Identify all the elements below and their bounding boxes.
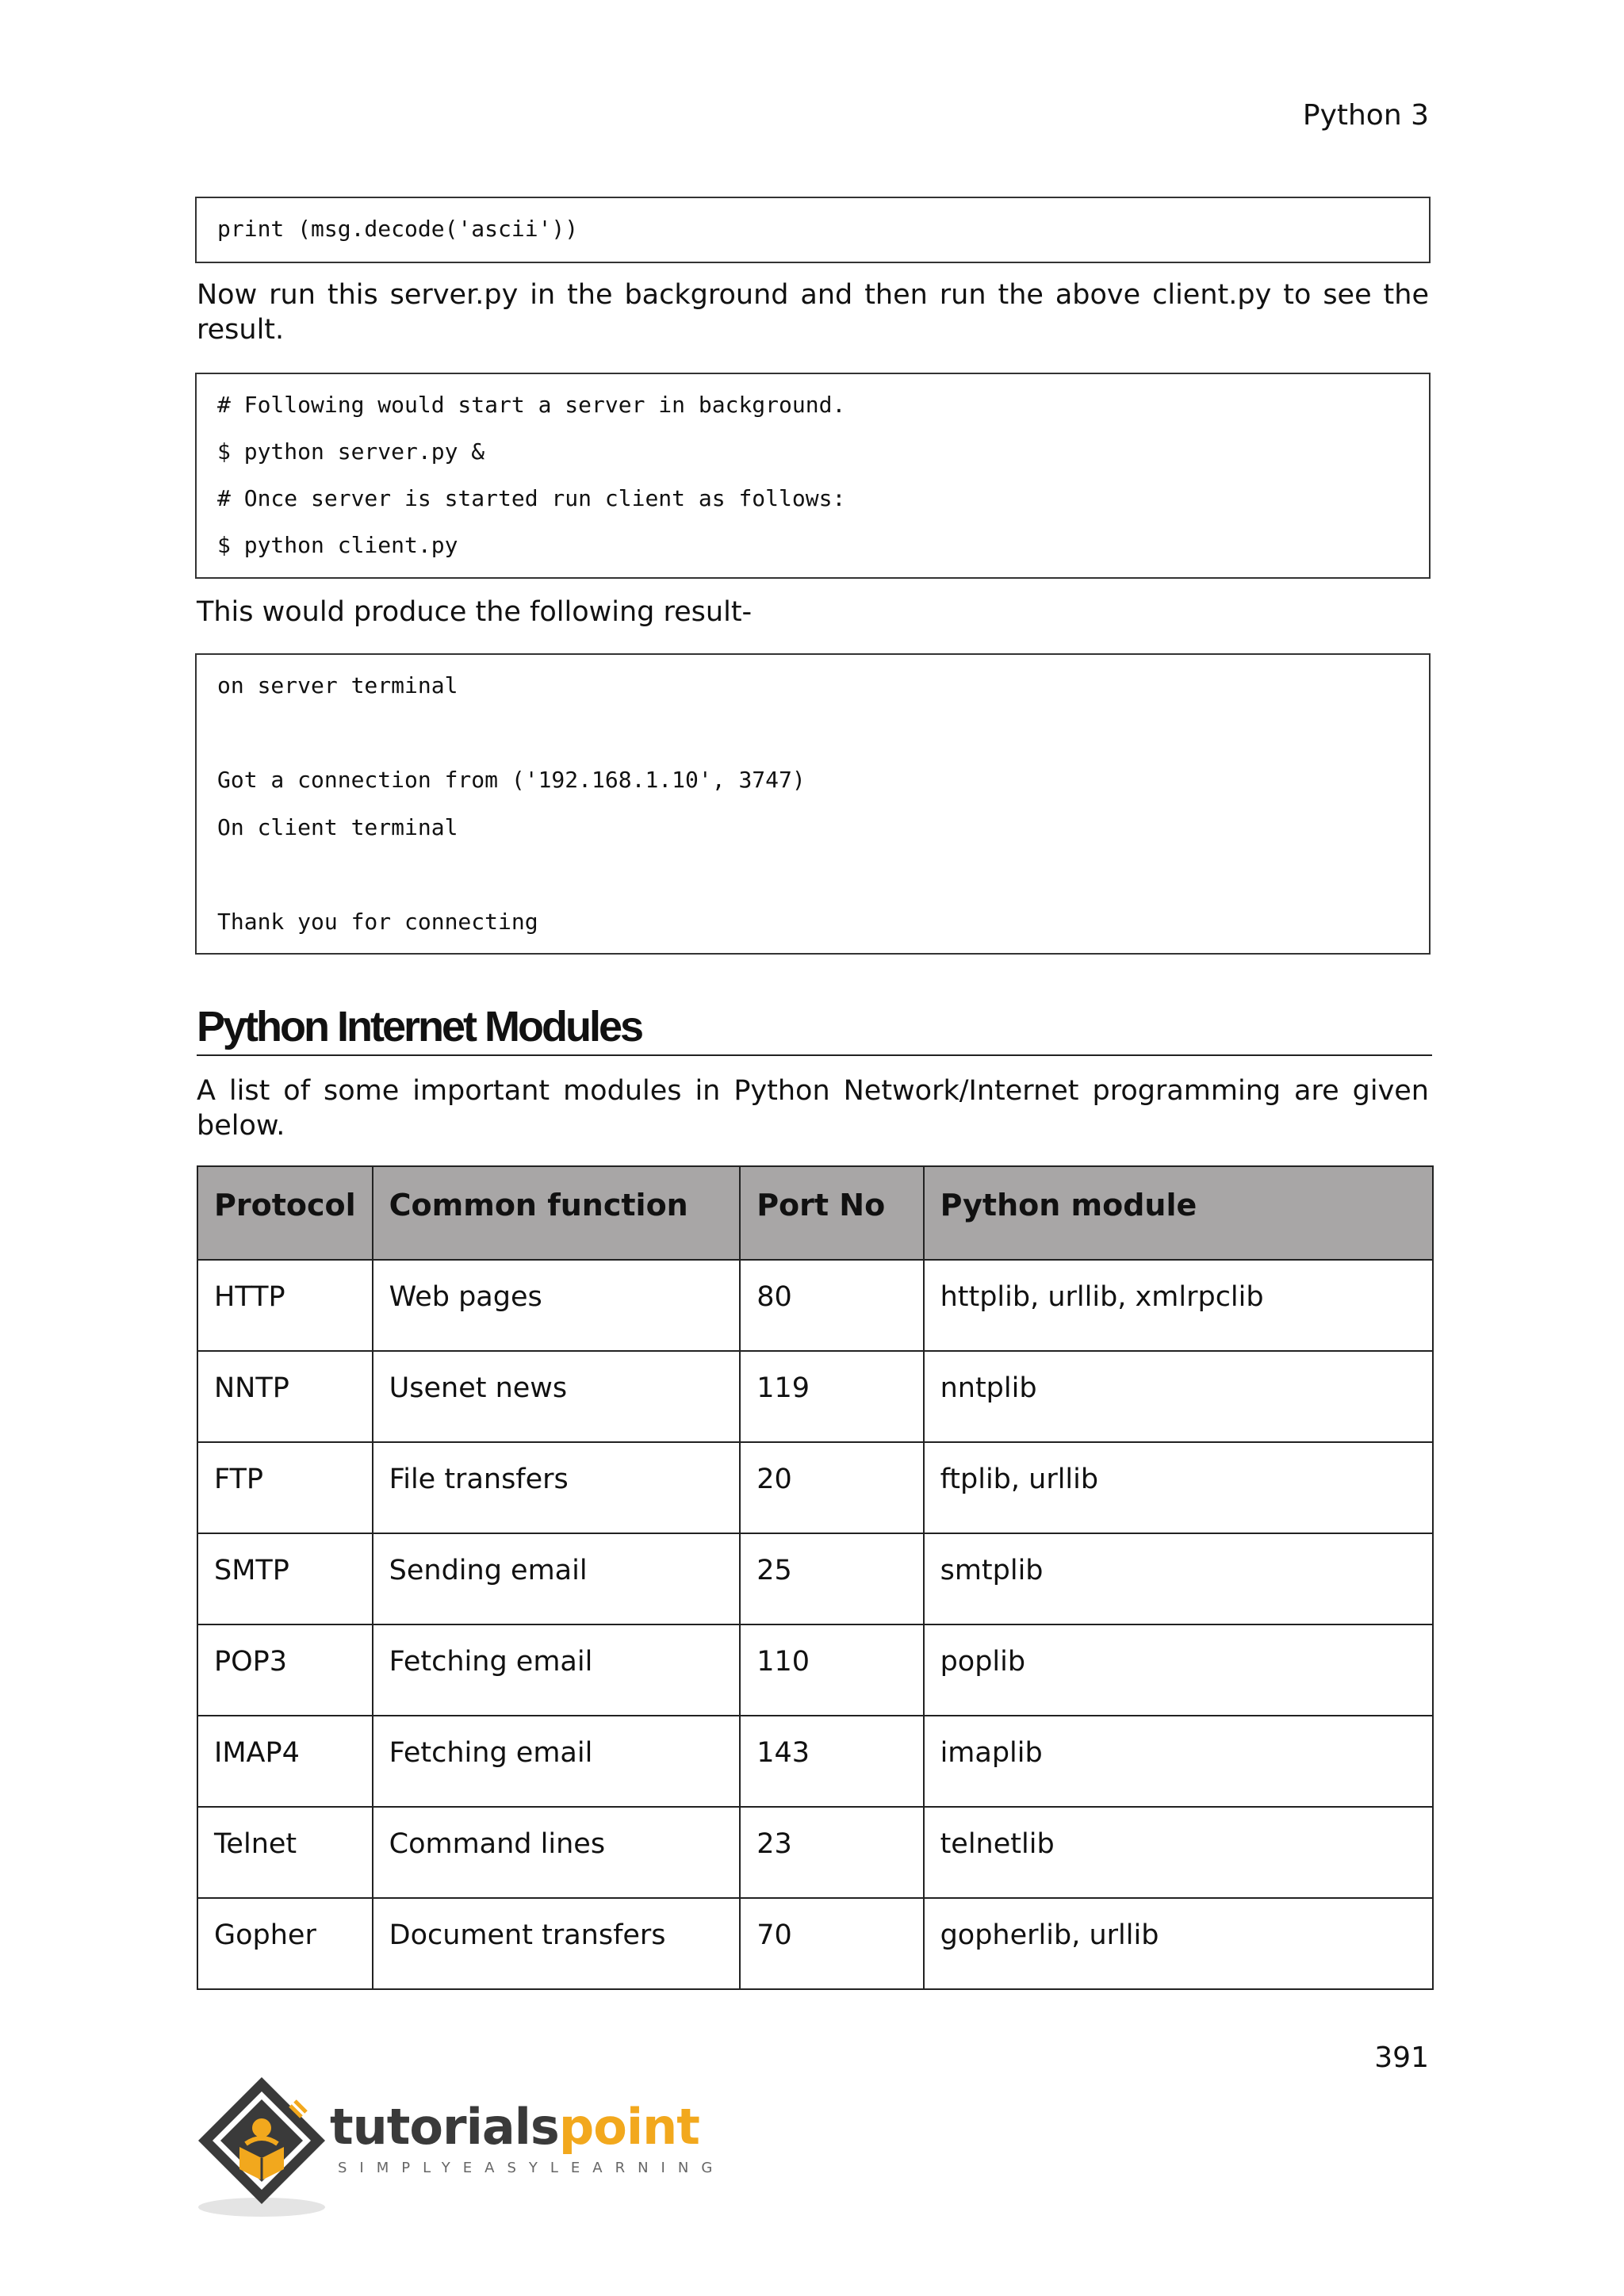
code-block-commands bbox=[195, 373, 1431, 579]
cell-port: 119 bbox=[740, 1351, 923, 1442]
header-protocol: Protocol bbox=[197, 1166, 373, 1260]
code-line: # Once server is started run client as follows: bbox=[217, 485, 846, 511]
cell-port: 143 bbox=[740, 1716, 923, 1807]
page-number: 391 bbox=[1374, 2042, 1429, 2074]
table-row bbox=[197, 1351, 1433, 1442]
cell-protocol: POP3 bbox=[197, 1624, 373, 1716]
cell-protocol: HTTP bbox=[197, 1260, 373, 1351]
code-line: print (msg.decode('ascii')) bbox=[217, 216, 579, 242]
cell-port: 20 bbox=[740, 1442, 923, 1533]
cell-port: 80 bbox=[740, 1260, 923, 1351]
code-line: # Following would start a server in background. bbox=[217, 392, 846, 418]
cell-module: ftplib, urllib bbox=[924, 1442, 1433, 1533]
code-block-output bbox=[195, 653, 1431, 955]
code-line: On client terminal bbox=[217, 814, 458, 840]
header-common-function: Common function bbox=[373, 1166, 741, 1260]
table-row bbox=[197, 1533, 1433, 1624]
code-line: $ python server.py & bbox=[217, 438, 485, 465]
cell-module: httplib, urllib, xmlrpclib bbox=[924, 1260, 1433, 1351]
cell-function: File transfers bbox=[373, 1442, 741, 1533]
cell-function: Web pages bbox=[373, 1260, 741, 1351]
code-block-print bbox=[195, 197, 1431, 263]
tutorialspoint-logo bbox=[193, 2071, 726, 2221]
cell-function: Command lines bbox=[373, 1807, 741, 1898]
logo-tagline: SIMPLYEASYLEARNING bbox=[338, 2160, 726, 2176]
code-line: Thank you for connecting bbox=[217, 909, 538, 935]
logo-word-tutorials: tutorials bbox=[330, 2098, 559, 2156]
running-header: Python 3 bbox=[1302, 99, 1429, 132]
cell-port: 70 bbox=[740, 1898, 923, 1989]
cell-module: poplib bbox=[924, 1624, 1433, 1716]
cell-module: gopherlib, urllib bbox=[924, 1898, 1433, 1989]
cell-protocol: SMTP bbox=[197, 1533, 373, 1624]
logo-word-point: point bbox=[558, 2098, 699, 2156]
cell-port: 110 bbox=[740, 1624, 923, 1716]
modules-table bbox=[197, 1165, 1434, 1990]
table-row bbox=[197, 1716, 1433, 1807]
paragraph-result-intro: This would produce the following result- bbox=[197, 596, 753, 628]
cell-module: imaplib bbox=[924, 1716, 1433, 1807]
section-title: Python Internet Modules bbox=[197, 1001, 1432, 1056]
cell-function: Usenet news bbox=[373, 1351, 741, 1442]
paragraph-run-instructions: Now run this server.py in the background and then run the above client.py to see the result. bbox=[197, 279, 1429, 346]
cell-protocol: IMAP4 bbox=[197, 1716, 373, 1807]
cell-module: telnetlib bbox=[924, 1807, 1433, 1898]
header-python-module: Python module bbox=[924, 1166, 1433, 1260]
code-line: Got a connection from ('192.168.1.10', 3747) bbox=[217, 767, 806, 793]
cell-protocol: FTP bbox=[197, 1442, 373, 1533]
table-row bbox=[197, 1898, 1433, 1989]
header-port-no: Port No bbox=[740, 1166, 923, 1260]
cell-module: nntplib bbox=[924, 1351, 1433, 1442]
logo-wordmark bbox=[330, 2099, 699, 2155]
table-row bbox=[197, 1260, 1433, 1351]
table-row bbox=[197, 1624, 1433, 1716]
cell-function: Sending email bbox=[373, 1533, 741, 1624]
cell-protocol: Gopher bbox=[197, 1898, 373, 1989]
cell-port: 23 bbox=[740, 1807, 923, 1898]
cell-function: Fetching email bbox=[373, 1624, 741, 1716]
cell-port: 25 bbox=[740, 1533, 923, 1624]
cell-function: Document transfers bbox=[373, 1898, 741, 1989]
paragraph-modules-intro: A list of some important modules in Python Network/Internet programming are given below. bbox=[197, 1075, 1429, 1142]
cell-protocol: Telnet bbox=[197, 1807, 373, 1898]
cell-function: Fetching email bbox=[373, 1716, 741, 1807]
cell-module: smtplib bbox=[924, 1533, 1433, 1624]
logo-emblem-icon bbox=[193, 2071, 336, 2221]
cell-protocol: NNTP bbox=[197, 1351, 373, 1442]
table-header-row bbox=[197, 1166, 1433, 1260]
code-line: $ python client.py bbox=[217, 532, 458, 558]
table-row bbox=[197, 1807, 1433, 1898]
code-line: on server terminal bbox=[217, 672, 458, 698]
table-row bbox=[197, 1442, 1433, 1533]
